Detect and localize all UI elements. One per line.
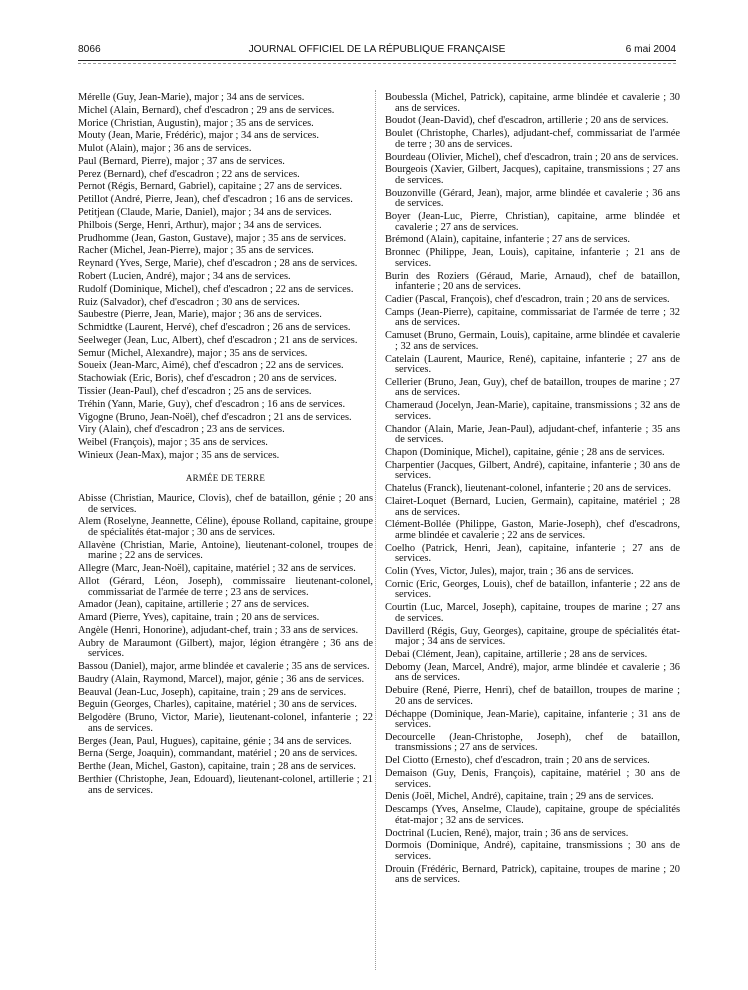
list-item: Beguin (Georges, Charles), capitaine, matériel ; 30 ans de services. [78, 699, 357, 711]
journal-title: JOURNAL OFFICIEL DE LA RÉPUBLIQUE FRANÇAISE [248, 44, 506, 55]
list-item: Soueix (Jean-Marc, Aimé), chef d'escadron ; 22 ans de services. [78, 360, 344, 372]
list-item: Paul (Bernard, Pierre), major ; 37 ans de services. [78, 155, 285, 167]
page-number: 8066 [78, 44, 101, 55]
list-item: Déchappe (Dominique, Jean-Marie), capitaine, infanterie ; 31 ans de services. [385, 708, 680, 731]
list-item: Weibel (François), major ; 35 ans de services. [78, 437, 268, 449]
list-item: Stachowiak (Eric, Boris), chef d'escadron ; 20 ans de services. [78, 373, 337, 385]
right-entries [385, 93, 680, 886]
list-item: Chapon (Dominique, Michel), capitaine, génie ; 28 ans de services. [385, 447, 665, 458]
list-item: Reynard (Yves, Serge, Marie), chef d'escadron ; 28 ans de services. [78, 258, 358, 270]
list-item: Winieux (Jean-Max), major ; 35 ans de services. [78, 449, 280, 461]
list-item: Demaison (Guy, Denis, François), capitaine, matériel ; 30 ans de services. [385, 768, 680, 790]
list-item: Berges (Jean, Paul, Hugues), capitaine, génie ; 34 ans de services. [78, 735, 352, 747]
list-item: Bronnec (Philippe, Jean, Louis), capitaine, infanterie ; 21 ans de services. [385, 247, 680, 269]
list-item: Aubry de Maraumont (Gilbert), major, légion étrangère ; 36 ans de services. [78, 637, 373, 660]
list-item: Cellerier (Bruno, Jean, Guy), chef de bataillon, troupes de marine ; 27 ans de services. [385, 376, 680, 399]
list-item: Catelain (Laurent, Maurice, René), capitaine, infanterie ; 27 ans de services. [385, 353, 680, 376]
list-item: Drouin (Frédéric, Bernard, Patrick), capitaine, troupes de marine ; 20 ans de services. [385, 863, 680, 886]
list-item: Prudhomme (Jean, Gaston, Gustave), major ; 35 ans de services. [78, 232, 347, 244]
section-title: ARMÉE DE TERRE [185, 473, 266, 484]
list-item: Chatelus (Franck), lieutenant-colonel, infanterie ; 20 ans de services. [385, 483, 671, 495]
list-item: Perez (Bernard), chef d'escadron ; 22 ans de services. [78, 168, 300, 180]
left-entries-top [78, 93, 373, 461]
list-item: Chandor (Alain, Marie, Jean-Paul), adjudant-chef, infanterie ; 35 ans de services. [385, 423, 680, 446]
list-item: Descamps (Yves, Anselme, Claude), capitaine, groupe de spécialités état-major ; 32 ans de services. [385, 804, 680, 826]
list-item: Denis (Joël, Michel, André), capitaine, train ; 29 ans de services. [385, 791, 654, 803]
list-item: Beauval (Jean-Luc, Joseph), capitaine, train ; 29 ans de services. [78, 686, 347, 698]
list-item: Allavène (Christian, Marie, Antoine), lieutenant-colonel, troupes de marine ; 22 ans de services. [78, 539, 373, 562]
list-item: Pernot (Régis, Bernard, Gabriel), capitaine ; 27 ans de services. [78, 181, 343, 193]
list-item: Camuset (Bruno, Germain, Louis), capitaine, arme blindée et cavalerie ; 32 ans de services. [385, 330, 680, 352]
list-item: Del Ciotto (Ernesto), chef d'escadron, train ; 20 ans de services. [385, 755, 650, 767]
list-item: Chameraud (Jocelyn, Jean-Marie), capitaine, transmissions ; 32 ans de services. [385, 400, 680, 422]
list-item: Semur (Michel, Alexandre), major ; 35 ans de services. [78, 347, 308, 359]
list-item: Bouzonville (Gérard, Jean), major, arme blindée et cavalerie ; 36 ans de services. [385, 187, 680, 210]
list-item: Allot (Gérard, Léon, Joseph), commissaire lieutenant-colonel, commissariat de l'armée de terre ; 23 ans de services. [78, 575, 373, 598]
list-item: Petitjean (Claude, Marie, Daniel), major ; 34 ans de services. [78, 207, 332, 219]
list-item: Boulet (Christophe, Charles), adjudant-chef, commissariat de l'armée de terre ; 30 ans de services. [385, 128, 680, 150]
publication-date: 6 mai 2004 [625, 44, 676, 55]
list-item: Mouty (Jean, Marie, Frédéric), major ; 34 ans de services. [78, 130, 319, 142]
list-item: Debuire (René, Pierre, Henri), chef de bataillon, troupes de marine ; 20 ans de services. [385, 685, 680, 707]
list-item: Seelweger (Jean, Luc, Albert), chef d'escadron ; 21 ans de services. [78, 334, 358, 346]
list-item: Abisse (Christian, Maurice, Clovis), chef de bataillon, génie ; 20 ans de services. [78, 493, 373, 515]
right-column [385, 93, 680, 888]
list-item: Tréhin (Yann, Marie, Guy), chef d'escadron ; 16 ans de services. [78, 398, 346, 410]
list-item: Debomy (Jean, Marcel, André), major, arme blindée et cavalerie ; 36 ans de services. [385, 661, 680, 684]
list-item: Dormois (Dominique, André), capitaine, transmissions ; 30 ans de services. [385, 840, 680, 862]
list-item: Clément-Bollée (Philippe, Gaston, Marie-Joseph), chef d'escadrons, arme blindée et cavalerie ; 22 ans de services. [385, 519, 680, 541]
left-entries-bottom [78, 494, 373, 796]
list-item: Vigogne (Bruno, Jean-Noël), chef d'escadron ; 21 ans de services. [78, 411, 352, 423]
list-item: Bassou (Daniel), major, arme blindée et cavalerie ; 35 ans de services. [78, 661, 370, 673]
list-item: Colin (Yves, Victor, Jules), major, train ; 36 ans de services. [385, 566, 634, 578]
list-item: Brémond (Alain), capitaine, infanterie ; 27 ans de services. [385, 234, 630, 246]
list-item: Belgodère (Bruno, Victor, Marie), lieutenant-colonel, infanterie ; 22 ans de services. [78, 712, 373, 734]
left-column [78, 93, 373, 798]
list-item: Rudolf (Dominique, Michel), chef d'escadron ; 22 ans de services. [78, 283, 354, 295]
list-item: Racher (Michel, Jean-Pierre), major ; 35 ans de services. [78, 245, 314, 257]
list-item: Amador (Jean), capitaine, artillerie ; 27 ans de services. [78, 599, 310, 611]
list-item: Cadier (Pascal, François), chef d'escadron, train ; 20 ans de services. [385, 293, 670, 305]
list-item: Boubessla (Michel, Patrick), capitaine, arme blindée et cavalerie ; 30 ans de services. [385, 92, 680, 114]
list-item: Doctrinal (Lucien, René), major, train ; 36 ans de services. [385, 827, 629, 839]
list-item: Debai (Clément, Jean), capitaine, artillerie ; 28 ans de services. [385, 648, 648, 660]
list-item: Saubestre (Pierre, Jean, Marie), major ; 36 ans de services. [78, 309, 322, 321]
list-item: Berna (Serge, Joaquin), commandant, matériel ; 20 ans de services. [78, 748, 358, 760]
list-item: Bourdeau (Olivier, Michel), chef d'escadron, train ; 20 ans de services. [385, 151, 679, 163]
list-item: Cornic (Eric, Georges, Louis), chef de bataillon, infanterie ; 22 ans de services. [385, 578, 680, 601]
list-item: Amard (Pierre, Yves), capitaine, train ; 20 ans de services. [78, 612, 320, 624]
list-item: Ruiz (Salvador), chef d'escadron ; 30 ans de services. [78, 296, 300, 308]
list-item: Angèle (Henri, Honorine), adjudant-chef, train ; 33 ans de services. [78, 624, 359, 636]
list-item: Berthe (Jean, Michel, Gaston), capitaine, train ; 28 ans de services. [78, 761, 356, 773]
list-item: Charpentier (Jacques, Gilbert, André), capitaine, infanterie ; 30 ans de services. [385, 459, 680, 482]
list-item: Mulot (Alain), major ; 36 ans de services. [78, 143, 252, 155]
header-rule-secondary [78, 63, 676, 64]
list-item: Camps (Jean-Pierre), capitaine, commissariat de l'armée de terre ; 32 ans de services. [385, 306, 680, 329]
list-item: Allegre (Marc, Jean-Noël), capitaine, matériel ; 32 ans de services. [78, 563, 356, 575]
list-item: Petillot (André, Pierre, Jean), chef d'escadron ; 16 ans de services. [78, 194, 353, 206]
list-item: Philbois (Serge, Henri, Arthur), major ; 34 ans de services. [78, 219, 322, 231]
list-item: Courtin (Luc, Marcel, Joseph), capitaine, troupes de marine ; 27 ans de services. [385, 602, 680, 624]
list-item: Clairet-Loquet (Bernard, Lucien, Germain), capitaine, matériel ; 28 ans de services. [385, 495, 680, 518]
list-item: Davillerd (Régis, Guy, Georges), capitaine, groupe de spécialités état-major ; 34 ans de services. [385, 625, 680, 648]
list-item: Viry (Alain), chef d'escadron ; 23 ans de services. [78, 424, 285, 436]
list-item: Berthier (Christophe, Jean, Edouard), lieutenant-colonel, artillerie ; 21 ans de services. [78, 773, 373, 796]
list-item: Alem (Roselyne, Jeannette, Céline), épouse Rolland, capitaine, groupe de spécialités état-major ; 30 ans de services. [78, 516, 373, 539]
list-item: Boyer (Jean-Luc, Pierre, Christian), capitaine, arme blindée et cavalerie ; 27 ans de services. [385, 211, 680, 233]
list-item: Michel (Alain, Bernard), chef d'escadron ; 29 ans de services. [78, 104, 335, 116]
list-item: Morice (Christian, Augustin), major ; 35 ans de services. [78, 117, 314, 129]
list-item: Decourcelle (Jean-Christophe, Joseph), chef de bataillon, transmissions ; 27 ans de services. [385, 731, 680, 754]
list-item: Coelho (Patrick, Henri, Jean), capitaine, infanterie ; 27 ans de services. [385, 542, 680, 565]
list-item: Boudot (Jean-David), chef d'escadron, artillerie ; 20 ans de services. [385, 115, 669, 127]
header-rule [78, 60, 676, 61]
list-item: Bourgeois (Xavier, Gilbert, Jacques), capitaine, transmissions ; 27 ans de services. [385, 164, 680, 186]
list-item: Robert (Lucien, André), major ; 34 ans de services. [78, 270, 291, 282]
list-item: Tissier (Jean-Paul), chef d'escadron ; 25 ans de services. [78, 385, 312, 397]
list-item: Baudry (Alain, Raymond, Marcel), major, génie ; 36 ans de services. [78, 673, 365, 685]
list-item: Schmidtke (Laurent, Hervé), chef d'escadron ; 26 ans de services. [78, 322, 351, 334]
list-item: Burin des Roziers (Géraud, Marie, Arnaud), chef de bataillon, infanterie ; 20 ans de services. [385, 270, 680, 293]
column-divider [375, 90, 376, 970]
list-item: Mérelle (Guy, Jean-Marie), major ; 34 ans de services. [78, 92, 305, 103]
page-header [78, 44, 676, 58]
